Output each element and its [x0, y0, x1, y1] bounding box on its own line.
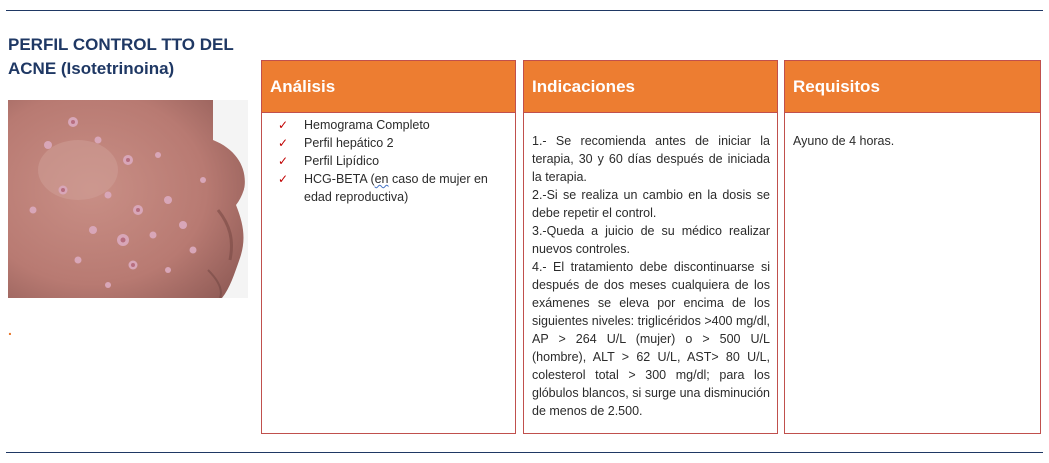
- checkmark-icon: ✓: [278, 154, 289, 168]
- list-item: [278, 116, 505, 134]
- top-rule: [6, 10, 1043, 11]
- list-item-text: Perfil hepático 2: [304, 136, 394, 150]
- list-item: [278, 170, 505, 206]
- indicaciones-card: [523, 60, 778, 434]
- analisis-header: Análisis: [262, 61, 515, 113]
- analisis-list: [262, 113, 515, 206]
- list-item-text-post: caso de mujer en edad reproductiva): [304, 172, 488, 204]
- indicacion-paragraph: 3.-Queda a juicio de su médico realizar nuevos controles.: [532, 224, 770, 256]
- checkmark-icon: ✓: [278, 118, 289, 132]
- list-item-text: Hemograma Completo: [304, 118, 430, 132]
- checkmark-icon: ✓: [278, 136, 289, 150]
- list-item-text: Perfil Lipídico: [304, 154, 380, 168]
- spellcheck-flagged-word: en: [374, 172, 389, 186]
- indicacion-paragraph: 4.- El tratamiento debe discontinuarse si después de dos meses cualquiera de los exámenes se eleva por encima de los siguientes niveles: triglicéridos >400 mg/dl, AP > 264 U/L (mujer) o > 500 U/L (hombre), ALT > 62 U/L, AST> 80 U/L, colesterol total > 300 mg/dl; para los glóbulos blancos, si surge una disminución de menos de 2.500.: [532, 260, 770, 418]
- requisitos-card: [784, 60, 1041, 434]
- bullet-marker: .: [8, 322, 12, 338]
- indicacion-paragraph: 2.-Si se realiza un cambio en la dosis se debe repetir el control.: [532, 188, 770, 220]
- acne-photo: [8, 100, 248, 298]
- analisis-card: [261, 60, 516, 434]
- requisitos-header: Requisitos: [785, 61, 1040, 113]
- list-item: [278, 152, 505, 170]
- list-item-text-pre: HCG-BETA (: [304, 172, 375, 186]
- page-title: PERFIL CONTROL TTO DEL ACNE (Isotetrinoina): [8, 35, 234, 78]
- requisitos-text: Ayuno de 4 horas.: [793, 134, 895, 148]
- indicacion-paragraph: 1.- Se recomienda antes de iniciar la terapia, 30 y 60 días después de iniciada la terapia.: [532, 134, 770, 184]
- bottom-rule: [6, 452, 1043, 453]
- list-item: [278, 134, 505, 152]
- indicaciones-body: [524, 113, 777, 420]
- checkmark-icon: ✓: [278, 172, 289, 186]
- indicaciones-header: Indicaciones: [524, 61, 777, 113]
